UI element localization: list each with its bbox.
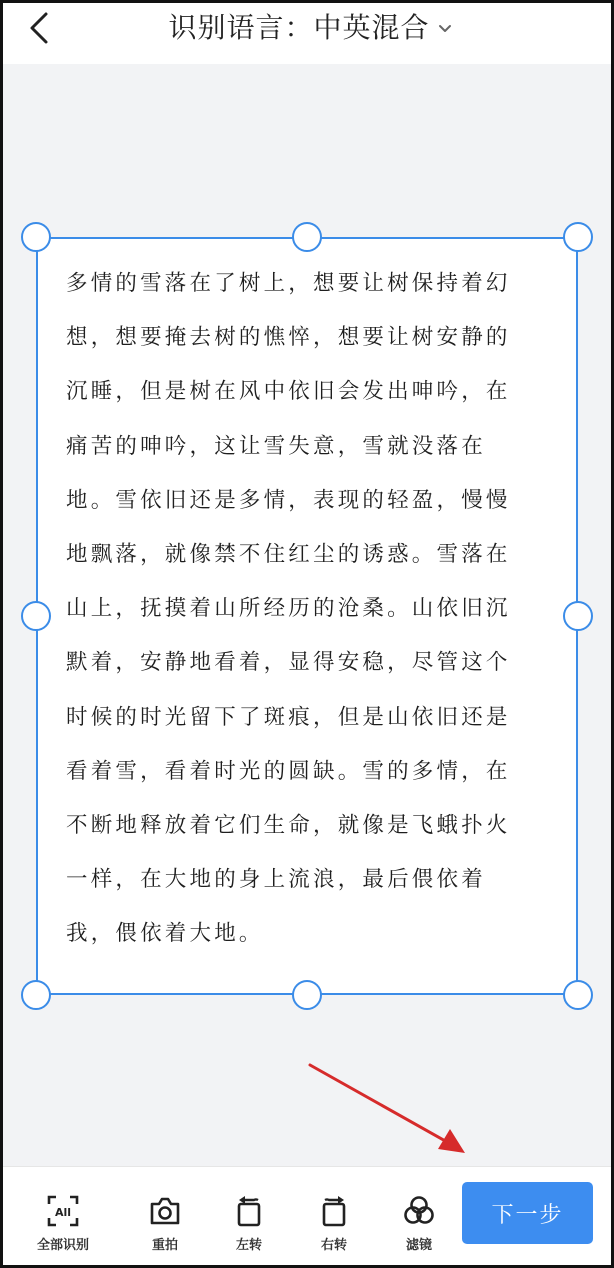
tool-label: 全部识别 xyxy=(36,1238,89,1253)
language-selector[interactable] xyxy=(150,6,470,46)
crop-handle-bottom-left[interactable] xyxy=(21,980,51,1010)
tool-all-recognize[interactable] xyxy=(23,1194,103,1260)
red-annotation-arrow xyxy=(300,1055,480,1165)
tool-label: 左转 xyxy=(235,1238,262,1253)
rotate-left-icon xyxy=(232,1194,266,1228)
next-step-button[interactable]: 下一步 xyxy=(462,1182,593,1244)
crop-handle-middle-left[interactable] xyxy=(21,601,51,631)
crop-handle-top-right[interactable] xyxy=(563,222,593,252)
back-button[interactable] xyxy=(22,8,62,48)
document-text: 多情的雪落在了树上，想要让树保持着幻 想，想要掩去树的憔悴，想要让树安静的 沉睡，但是树在风中依旧会发出呻吟，在 痛苦的呻吟，这让雪失意，雪就没落在 地。雪依旧还是多情，表现的轻盈，慢慢 地飘落，就像禁不住红尘的诱惑。雪落在 山上，抚摸着山所经历的沧桑。山依旧沉 默着，安静地看着，显得安稳，尽管这个 时候的时光留下了斑痕，但是山依旧还是 看着雪，看着时光的圆缺。雪的多情，在 不断地释放着它们生命，就像是飞蛾扑火 一样，在大地的身上流浪，最后偎依着 我，偎依着大地。 xyxy=(66,271,511,947)
tool-label: 滤镜 xyxy=(405,1238,432,1253)
all-recognize-icon xyxy=(46,1194,80,1228)
camera-icon xyxy=(148,1194,182,1228)
tool-label: 重拍 xyxy=(151,1238,178,1253)
tool-filter[interactable] xyxy=(379,1194,459,1260)
crop-handle-bottom-right[interactable] xyxy=(563,980,593,1010)
top-bar xyxy=(0,0,614,64)
crop-handle-middle-right[interactable] xyxy=(563,601,593,631)
page-title: 识别语言：中英混合 xyxy=(168,11,430,44)
tool-retake[interactable] xyxy=(125,1194,205,1260)
svg-text:All: All xyxy=(54,1206,72,1219)
crop-handle-bottom-middle[interactable] xyxy=(292,980,322,1010)
crop-handle-top-left[interactable] xyxy=(21,222,51,252)
tool-label: 右转 xyxy=(320,1238,347,1253)
document-crop-area[interactable] xyxy=(36,237,578,995)
chevron-down-icon xyxy=(438,24,452,34)
rotate-right-icon xyxy=(317,1194,351,1228)
filter-icon xyxy=(402,1194,436,1228)
chevron-left-icon xyxy=(22,8,62,48)
tool-rotate-left[interactable] xyxy=(209,1194,289,1260)
tool-rotate-right[interactable] xyxy=(294,1194,374,1260)
crop-handle-top-middle[interactable] xyxy=(292,222,322,252)
